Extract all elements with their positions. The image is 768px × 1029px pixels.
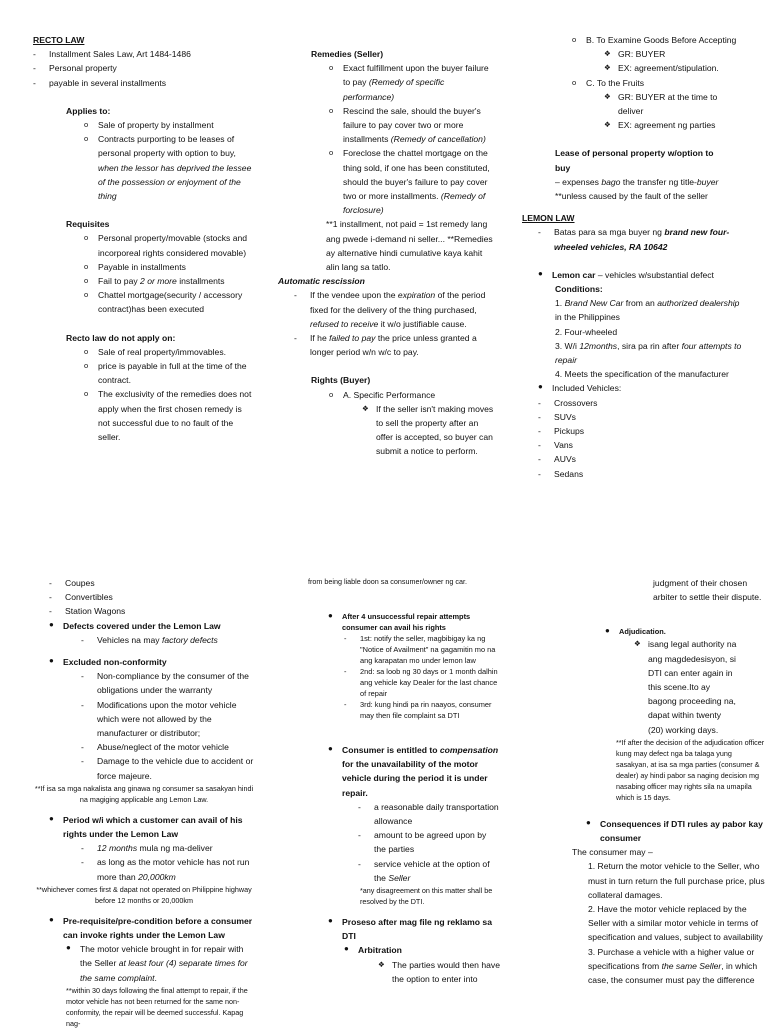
column-repair-process [308, 576, 500, 986]
list-item: - a reasonable daily transportation allowance [358, 800, 500, 828]
compensation-heading [328, 743, 500, 800]
column-lemon-coverage [33, 576, 255, 1029]
list-item: o B. To Examine Goods Before Accepting [572, 33, 744, 47]
list-item: - as long as the motor vehicle has not run more than 20,000km [81, 855, 255, 883]
column-dti-ruling [572, 576, 766, 987]
list-item: ● Period w/i which a customer can avail of his rights under the Lemon Law [49, 813, 255, 841]
list-item: - AUVs [538, 452, 744, 466]
list-item: o Chattel mortgage(security / accessory contract)has been executed [84, 288, 253, 316]
consequence-item: 2. Have the motor vehicle replaced by the Seller with a similar motor vehicle in terms of specification and values, subject to availability [588, 904, 763, 943]
list-item: ● Arbitration [344, 943, 500, 957]
list-item: o Foreclose the chattel mortgage on the thing sold, if one has been constituted, should the buyer's failure to pay cover two or more installments. (Remedy of forclosure) [329, 146, 496, 217]
list-item: ● After 4 unsuccessful repair attempts consumer can avail his rights [328, 611, 500, 633]
vehicle-list [538, 396, 744, 481]
recto-intro-list [33, 47, 253, 90]
list-item: - If the vendee upon the expiration of the period fixed for the delivery of the thing purchased, refused to receive it w/o justifiable cause. [294, 288, 496, 331]
list-item: - payable in several installments [33, 76, 253, 90]
condition-item: 3. W/i 12months, sira pa rin after four attempts to repair [555, 340, 742, 366]
list-item: ● Consequences if DTI rules ay pabor kay consumer [586, 817, 766, 845]
list-item: ● Included Vehicles: [538, 381, 744, 395]
column-lemon-law [522, 33, 744, 481]
period-heading [49, 813, 255, 841]
subheading: Conditions: [555, 284, 603, 295]
defects-list [49, 619, 255, 633]
conditions-block [555, 282, 744, 381]
list-item: ● Consumer is entitled to compensation for the unavailability of the motor vehicle during the period it is under repair. [328, 743, 500, 800]
remedies-note: **1 installment, not paid = 1st remedy lang ang pwede i-demand ni seller... **Remedies ay alternative hindi cumulative kaya kahit alin lang sa tatlo. [326, 219, 493, 273]
list-item: - Installment Sales Law, Art 1484-1486 [33, 47, 253, 61]
pre-list [66, 942, 255, 985]
list-item: ● Adjudication. [605, 626, 766, 637]
condition-item: 2. Four-wheeled [555, 326, 618, 337]
subheading: Remedies (Seller) [311, 49, 384, 59]
remedies-list [329, 61, 496, 217]
column-recto-law [33, 33, 253, 444]
paragraph: **unless caused by the fault of the seller [555, 191, 708, 202]
list-item: - Coupes [49, 576, 255, 590]
list-item: o price is payable in full at the time of the contract. [84, 359, 253, 387]
consequence-item: 3. Purchase a vehicle with a higher value or specifications from the same Seller, in which case, the consumer must pay the difference [588, 946, 758, 986]
note: **within 30 days following the final attempt to repair, if the motor vehicle has not been returned for the same non-conformity, the repair will be deemed successful. Kapag nag- [66, 985, 248, 1028]
list-item: - Batas para sa mga buyer ng brand new four-wheeled vehicles, RA 10642 [538, 225, 744, 253]
list-item: o Personal property/movable (stocks and incorporeal rights considered movable) [84, 231, 253, 259]
paragraph: – expenses bago the transfer ng title-buyer [555, 176, 719, 187]
note: **If isa sa mga nakalista ang ginawa ng consumer sa sasakyan hindi na magiging applicable ang Lemon Law. [34, 783, 254, 804]
note: *any disagreement on this matter shall be resolved by the DTI. [360, 886, 493, 907]
arbitration-list [344, 943, 500, 957]
rights-detail-list [362, 402, 496, 459]
applies-list [84, 118, 253, 203]
list-item: ● Pre-requisite/pre-condition before a consumer can invoke rights under the Lemon Law [49, 914, 255, 942]
note: **If after the decision of the adjudication officer kung may defect nga ba talaga yung sasakyan, at isa sa mga parties (consumer & dealer) ay hindi pabor sa naging decision mg nasabing officer may rights sila na umapila which is 15 days. [616, 737, 765, 802]
excluded-list [81, 669, 255, 783]
proseso-heading [328, 915, 500, 943]
list-item: o Fail to pay 2 or more installments [84, 274, 253, 288]
c-detail-list [604, 90, 744, 133]
list-item: ● Lemon car – vehicles w/substantial defect [538, 268, 744, 282]
list-item: - 3rd: kung hindi pa rin naayos, consumer may then file complaint sa DTI [344, 699, 500, 721]
list-item: o Sale of real property/immovables. [84, 345, 253, 359]
list-item: ● Excluded non-conformity [49, 655, 255, 669]
list-item: - Abuse/neglect of the motor vehicle [81, 740, 255, 754]
list-item: - service vehicle at the option of the Seller [358, 857, 500, 885]
not-apply-list [84, 345, 253, 444]
section-title: LEMON LAW [522, 213, 575, 224]
list-item: - If he failed to pay the price unless granted a longer period w/n w/c to pay. [294, 331, 496, 359]
paragraph: The consumer may – [572, 847, 653, 858]
b-detail-list [604, 47, 744, 75]
list-item: o Exact fulfillment upon the buyer failure to pay (Remedy of specific performance) [329, 61, 496, 104]
defects-detail [81, 633, 255, 647]
after-list [344, 633, 500, 721]
compensation-list [358, 800, 500, 885]
buyer-rights-list [572, 33, 744, 47]
list-item: - Convertibles [49, 590, 255, 604]
subheading: Rights (Buyer) [311, 375, 371, 386]
adjudication-detail [634, 637, 738, 736]
lemon-car-list [538, 268, 744, 282]
list-item: ❖ GR: BUYER [604, 47, 744, 61]
requisites-list [84, 231, 253, 316]
note: **whichever comes first & dapat not operated on Philippine highway before 12 months or 20,000km [36, 884, 252, 905]
list-item: - Damage to the vehicle due to accident or force majeure. [81, 754, 255, 782]
list-item: ❖ GR: BUYER at the time to deliver [604, 90, 744, 118]
list-item: o Contracts purporting to be leases of personal property with option to buy, when the lessor has deprived the lessee of the possession or enjoyment of the thing [84, 132, 253, 203]
consequences-heading [586, 817, 766, 845]
subheading: Lease of personal property w/option to buy [555, 148, 714, 173]
list-item: ● Defects covered under the Lemon Law [49, 619, 255, 633]
vehicle-list [49, 576, 255, 619]
list-item: - Modifications upon the motor vehicle which were not allowed by the manufacturer or distributor; [81, 698, 255, 741]
list-item: - Vehicles na may factory defects [81, 633, 255, 647]
list-item: o Sale of property by installment [84, 118, 253, 132]
consequence-item: 1. Return the motor vehicle to the Seller, who must in turn return the full purchase price, plus collateral damages. [588, 861, 765, 900]
included-list [538, 381, 744, 395]
list-item: o A. Specific Performance [329, 388, 496, 402]
list-item: - SUVs [538, 410, 744, 424]
column-remedies [278, 47, 496, 459]
list-item: - Sedans [538, 467, 744, 481]
list-item: - 2nd: sa loob ng 30 days or 1 month dalhin ang vehicle kay Dealer for the last chance of repair [344, 666, 500, 699]
list-item: - Non-compliance by the consumer of the obligations under the warranty [81, 669, 255, 697]
pre-heading [49, 914, 255, 942]
list-item: ● Proseso after mag file ng reklamo sa DTI [328, 915, 500, 943]
after-heading [328, 611, 500, 633]
list-item: ❖ The parties would then have the option to enter into [378, 958, 500, 986]
adjudication-list [605, 626, 766, 637]
list-item: - 12 months mula ng ma-deliver [81, 841, 255, 855]
list-item: o Payable in installments [84, 260, 253, 274]
list-item: ❖ EX: agreement/stipulation. [604, 61, 744, 75]
list-item: o The exclusivity of the remedies does not apply when the first chosen remedy is not successful due to no fault of the seller. [84, 387, 253, 444]
list-item: - Personal property [33, 61, 253, 75]
condition-item: 1. Brand New Car from an authorized dealership in the Philippines [555, 298, 740, 323]
continuation-text: judgment of their chosen arbiter to settle their dispute. [653, 578, 762, 603]
lemon-intro-list [538, 225, 744, 253]
subheading: Requisites [66, 219, 110, 230]
list-item: ❖ isang legal authority na ang magdedesisyon, si DTI can enter again in this scene.Ito ay bagong proceeding na, dapat within twenty (20) working days. [634, 637, 738, 736]
subheading: Applies to: [66, 105, 111, 116]
arbitration-detail [378, 958, 500, 986]
subheading: Recto law do not apply on: [66, 332, 176, 343]
rescission-list [294, 288, 496, 359]
list-item: o Rescind the sale, should the buyer's failure to pay cover two or more installments (Remedy of cancellation) [329, 104, 496, 147]
list-item: o C. To the Fruits [572, 76, 744, 90]
list-item: ● The motor vehicle brought in for repair with the Seller at least four (4) separate times for the same complaint. [66, 942, 255, 985]
condition-item: 4. Meets the specification of the manufacturer [555, 369, 729, 380]
list-item: ❖ EX: agreement ng parties [604, 118, 744, 132]
subheading: Automatic rescission [278, 276, 365, 287]
rights-list [329, 388, 496, 402]
list-item: - Station Wagons [49, 604, 255, 618]
list-item: - 1st: notify the seller, magbibigay ka ng "Notice of Availment" na gagamitin mo na ang karapatan mo under lemon law [344, 633, 500, 666]
buyer-rights-list [572, 76, 744, 90]
excluded-heading [49, 655, 255, 669]
list-item: - Crossovers [538, 396, 744, 410]
list-item: - amount to be agreed upon by the parties [358, 828, 500, 856]
list-item: ❖ If the seller isn't making moves to sell the property after an offer is accepted, so buyer can submit a notice to perform. [362, 402, 496, 459]
section-title: RECTO LAW [33, 35, 85, 45]
list-item: - Pickups [538, 424, 744, 438]
continuation-text: from being liable doon sa consumer/owner ng car. [308, 577, 468, 586]
list-item: - Vans [538, 438, 744, 452]
period-list [81, 841, 255, 884]
